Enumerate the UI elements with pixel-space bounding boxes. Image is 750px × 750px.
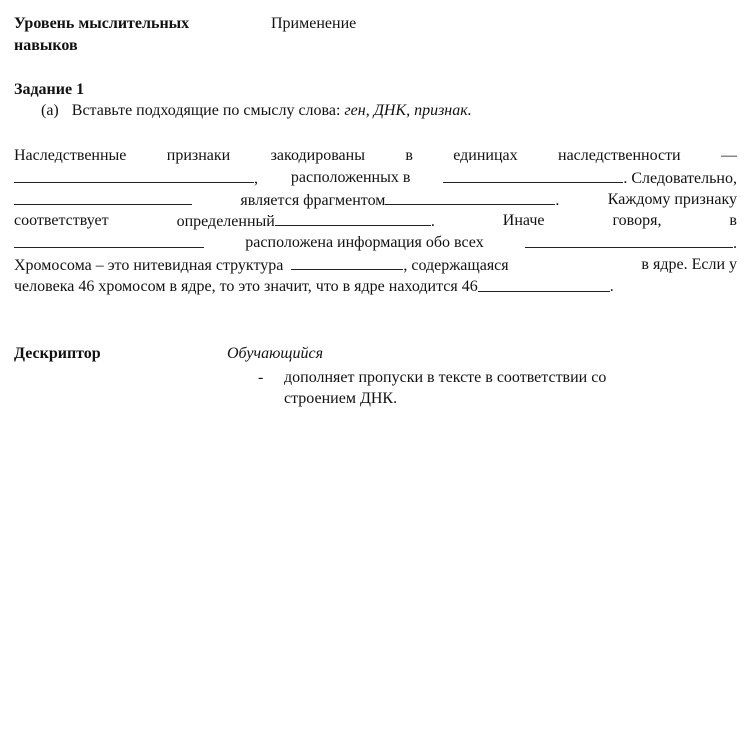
fill-in-paragraph (14, 145, 737, 298)
answer-blank-3[interactable] (14, 189, 192, 205)
descriptor-text-line1: дополняет пропуски в тексте в соответствии со (284, 369, 607, 386)
paragraph-line-5: расположена информация обо всех . (14, 232, 737, 254)
paragraph-line-3: является фрагментом . Каждому признаку (14, 189, 737, 211)
paragraph-line-4: соответствует определенный . Иначе говоря, в (14, 212, 737, 231)
descriptor-role: Обучающийся (227, 345, 324, 362)
answer-blank-1[interactable] (14, 167, 254, 183)
paragraph-line-2: , расположенных в . Следовательно, (14, 167, 737, 189)
skill-level-value: Применение (271, 15, 357, 32)
answer-blank-7[interactable] (525, 232, 733, 248)
answer-blank-5[interactable] (275, 210, 431, 226)
task-instruction (41, 101, 472, 121)
word-list: ген, ДНК, признак. (344, 102, 472, 119)
skill-level-label-line1: Уровень мыслительных (14, 15, 190, 32)
answer-blank-9[interactable] (478, 276, 610, 292)
descriptor-bullet: - (258, 369, 264, 386)
item-marker: (a) (41, 102, 59, 119)
answer-blank-4[interactable] (385, 189, 555, 205)
instruction-text: Вставьте подходящие по смыслу слова: (71, 102, 341, 119)
answer-blank-8[interactable] (291, 254, 403, 270)
answer-blank-6[interactable] (14, 232, 204, 248)
paragraph-line-7: человека 46 хромосом в ядре, то это значит, что в ядре находится 46 . (14, 277, 614, 295)
descriptor-text-line2: строением ДНК. (284, 390, 398, 407)
task-title: Задание 1 (14, 81, 85, 98)
answer-blank-2[interactable] (443, 167, 623, 183)
descriptor-label: Дескриптор (14, 345, 101, 362)
paragraph-line-6: Хромосома – это нитевидная структура , содержащаяся в ядре. Если у (14, 255, 737, 274)
paragraph-line-1: Наследственные признаки закодированы в единицах наследственности — (14, 147, 737, 164)
skill-level-label-line2: навыков (14, 37, 78, 54)
